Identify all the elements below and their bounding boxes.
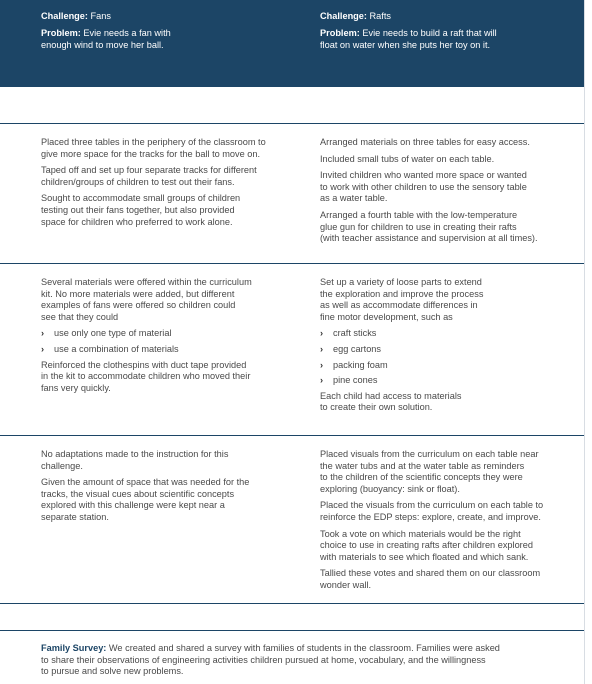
list-item: › craft sticks: [320, 328, 377, 339]
fans-instruction: [41, 449, 303, 529]
list-item: › use only one type of material: [41, 328, 172, 339]
problem-label: Problem:: [320, 28, 360, 38]
paragraph: Arranged a fourth table with the low-temperature glue gun for children to use in creating their rafts (with teacher assistance and supervision at all times).: [320, 209, 538, 244]
row-divider: [0, 603, 584, 604]
list-item: › packing foam: [320, 359, 388, 370]
row-divider: [0, 435, 584, 436]
paragraph: Placed three tables in the periphery of the classroom to give more space for the tracks for the ball to move on.: [41, 137, 266, 159]
paragraph: Given the amount of space that was needed for the tracks, the visual cues about scientific concepts explored with this challenge were kept near a separate station.: [41, 477, 250, 522]
family-survey-note: [41, 643, 581, 678]
chevron-right-icon: ›: [320, 359, 324, 370]
chevron-right-icon: ›: [320, 343, 324, 354]
paragraph: Took a vote on which materials would be the right choice to use in creating rafts after children explored with materials to see which floated and which sank.: [320, 528, 533, 562]
rafts-instruction: [320, 449, 584, 597]
challenge-label: Challenge:: [320, 11, 367, 21]
row-divider: [0, 123, 584, 124]
family-survey-label: Family Survey:: [41, 643, 107, 653]
page-edge-divider: [584, 0, 585, 684]
challenge-label: Challenge:: [41, 11, 88, 21]
problem-label: Problem:: [41, 28, 81, 38]
row-divider: [0, 263, 584, 264]
fans-materials: [41, 277, 303, 399]
paragraph: Arranged materials on three tables for easy access.: [320, 137, 530, 147]
paragraph: Reinforced the clothespins with duct tape provided in the kit to accommodate children who moved their fans very quickly.: [41, 359, 251, 393]
chevron-right-icon: ›: [41, 328, 45, 339]
paragraph: No adaptations made to the instruction for this challenge.: [41, 449, 229, 471]
chevron-right-icon: ›: [41, 343, 45, 354]
fans-environment: [41, 137, 303, 233]
bullet-list: [320, 328, 584, 386]
list-item: › use a combination of materials: [41, 343, 179, 354]
bullet-list: [41, 328, 303, 355]
rafts-environment: [320, 137, 584, 250]
paragraph: Invited children who wanted more space or wanted to work with other children to use the sensory table as a water table.: [320, 170, 527, 204]
list-item: › egg cartons: [320, 343, 382, 354]
problem-text: Evie needs a fan with enough wind to move her ball.: [41, 28, 171, 50]
rafts-header: [320, 10, 570, 56]
challenge-value: Rafts: [369, 11, 391, 21]
paragraph: Each child had access to materials to create their own solution.: [320, 390, 462, 413]
chevron-right-icon: ›: [320, 375, 324, 386]
challenge-header: [0, 0, 584, 87]
challenge-value: Fans: [90, 11, 111, 21]
paragraph: Included small tubs of water on each table.: [320, 153, 495, 164]
chevron-right-icon: ›: [320, 328, 324, 339]
row-divider: [0, 630, 584, 631]
fans-header: [41, 10, 291, 56]
paragraph: Taped off and set up four separate tracks for different children/groups of children to test out their fans.: [41, 165, 257, 187]
list-item: › pine cones: [320, 375, 378, 386]
paragraph: Several materials were offered within the curriculum kit. No more materials were added, but different examples of fans were offered so children could see that they could: [41, 277, 252, 322]
paragraph: Set up a variety of loose parts to extend the exploration and improve the process as well as accommodate differences in fine motor development, such as: [320, 277, 484, 322]
rafts-materials: [320, 277, 584, 419]
family-survey-text: We created and shared a survey with families of students in the classroom. Families were asked to share their observations of engineering activities children pursued at home, vocabulary, and the willingness to pursue and solve new problems.: [41, 643, 500, 677]
problem-text: Evie needs to build a raft that will float on water when she puts her toy on it.: [320, 28, 497, 50]
paragraph: Tallied these votes and shared them on our classroom wonder wall.: [320, 568, 541, 590]
paragraph: Placed visuals from the curriculum on each table near the water tubs and at the water table as reminders to the children of the scientific concepts they were exploring (buoyancy: sink or float).: [320, 449, 539, 494]
paragraph: Sought to accommodate small groups of children testing out their fans together, but also provided space for children who preferred to work alone.: [41, 193, 241, 227]
paragraph: Placed the visuals from the curriculum on each table to reinforce the EDP steps: explore, create, and improve.: [320, 500, 544, 522]
